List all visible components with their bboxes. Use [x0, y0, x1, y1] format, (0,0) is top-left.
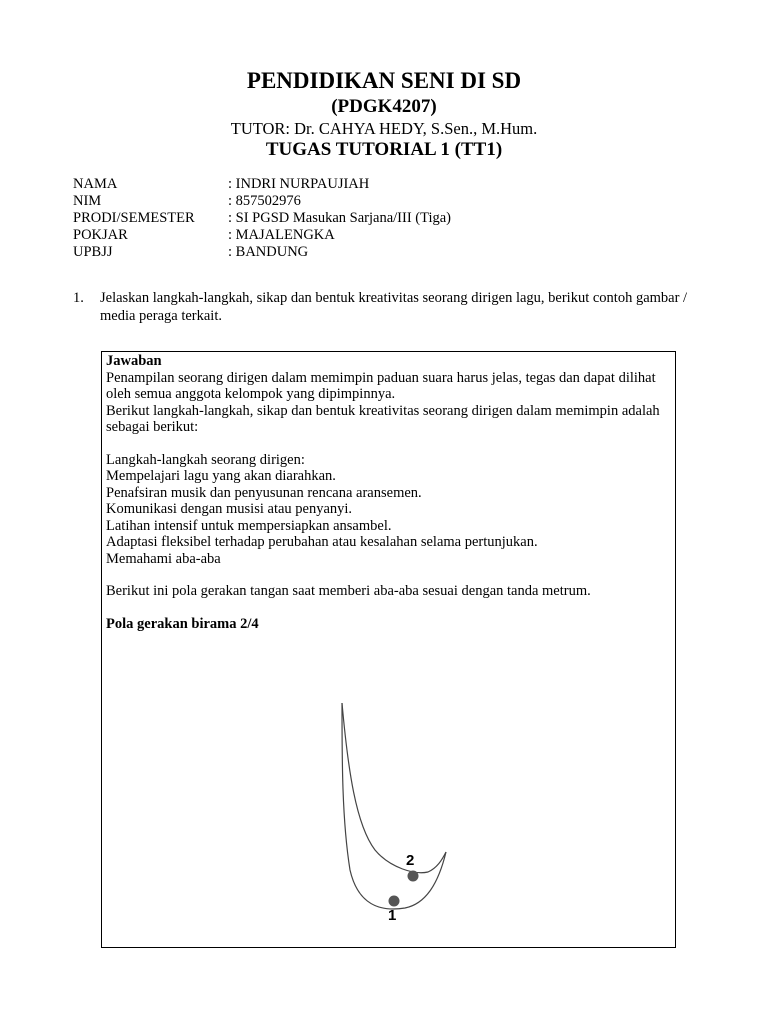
question-number: 1. [73, 290, 84, 306]
student-info [73, 176, 451, 261]
step-item: Memahami aba-aba [106, 550, 221, 567]
conducting-pattern-2-4-figure [320, 700, 460, 930]
steps-heading: Langkah-langkah seorang dirigen: [106, 451, 305, 468]
info-label: NIM [73, 193, 102, 209]
info-value: : BANDUNG [228, 244, 309, 260]
pattern-heading: Pola gerakan birama 2/4 [106, 615, 259, 632]
beat-dot-1 [389, 896, 400, 907]
course-code: (PDGK4207) [331, 96, 437, 117]
step-item: Komunikasi dengan musisi atau penyanyi. [106, 501, 353, 517]
assignment-title: TUGAS TUTORIAL 1 (TT1) [265, 139, 503, 160]
info-label: UPBJJ [73, 244, 113, 260]
info-value: : 857502976 [228, 193, 301, 209]
conducting-pattern-drawing [320, 700, 460, 930]
info-label: PRODI/SEMESTER [73, 210, 195, 226]
info-row-upbjj [73, 244, 451, 261]
answer-intro-2: Berikut langkah-langkah, sikap dan bentuk kreativitas seorang dirigen dalam memimpin adalah sebagai berikut: [106, 402, 660, 435]
info-value: : MAJALENGKA [228, 227, 335, 243]
step-item: Penafsiran musik dan penyusunan rencana aransemen. [106, 484, 422, 501]
info-label: POKJAR [73, 227, 128, 243]
info-row-nim [73, 193, 451, 210]
answer-heading: Jawaban [106, 353, 162, 369]
tutor-line: TUTOR: Dr. CAHYA HEDY, S.Sen., M.Hum. [230, 119, 538, 138]
beat-dot-2 [408, 871, 419, 882]
info-value: : INDRI NURPAUJIAH [228, 176, 370, 192]
answer-intro: Penampilan seorang dirigen dalam memimpin paduan suara harus jelas, tegas dan dapat dilihat oleh semua anggota kelompok yang dipimpinnya. [106, 369, 656, 402]
beat-path-inner [342, 703, 446, 873]
info-row-nama [73, 176, 451, 193]
beat-label-1: 1 [388, 907, 397, 924]
step-item: Latihan intensif untuk mempersiapkan ansambel. [106, 517, 392, 534]
info-value: : SI PGSD Masukan Sarjana/III (Tiga) [228, 210, 451, 226]
info-label: NAMA [73, 176, 118, 192]
step-item: Adaptasi fleksibel terhadap perubahan atau kesalahan selama pertunjukan. [106, 534, 538, 550]
pattern-intro: Berikut ini pola gerakan tangan saat memberi aba-aba sesuai dengan tanda metrum. [106, 583, 591, 599]
document-title: PENDIDIKAN SENI DI SD [246, 68, 522, 93]
beat-path-outer [342, 703, 446, 909]
step-item: Mempelajari lagu yang akan diarahkan. [106, 468, 336, 484]
info-row-pokjar [73, 227, 451, 244]
info-row-prodi [73, 210, 451, 227]
question-text: Jelaskan langkah-langkah, sikap dan bentuk kreativitas seorang dirigen lagu, berikut contoh gambar / media peraga terkait. [100, 290, 688, 324]
beat-label-2: 2 [406, 852, 415, 869]
question-1 [73, 289, 693, 325]
